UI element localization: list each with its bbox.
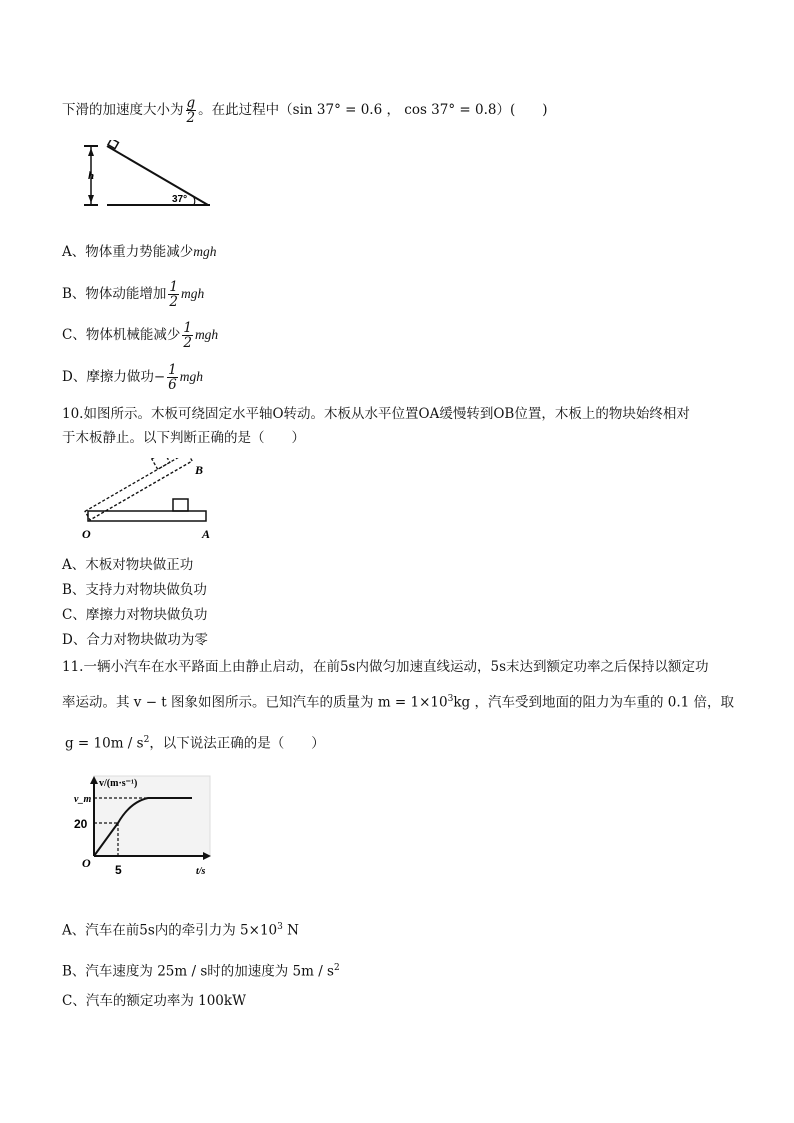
incline-h-label: h xyxy=(88,170,95,182)
q10-option-c: C、摩擦力对物块做负功 xyxy=(62,607,208,623)
q9-option-a: A、物体重力势能减少mgh xyxy=(62,244,217,260)
q9-stem xyxy=(62,96,548,125)
q9-prefix: 下滑的加速度大小为 xyxy=(62,102,184,118)
graph-xlabel: t/s xyxy=(196,866,206,877)
q10-option-b: B、支持力对物块做负功 xyxy=(62,582,207,598)
board-label-A: A xyxy=(202,527,211,541)
q11-stem-line2: 率运动。其 v − t 图象如图所示。已知汽车的质量为 $m = 1\times 10^3kg$ ，汽车受到地面的阻力为车重的 0.1 倍，取 xyxy=(62,694,734,711)
q11-stem-line1: 11.一辆小汽车在水平路面上由静止启动，在前5s内做匀加速直线运动，5s末达到额定功率之后保持以额定功 xyxy=(62,659,709,675)
q9-suffix: 。在此过程中（sin 37° = 0.6 ， cos 37° = 0.8）( ) xyxy=(198,102,548,118)
q9-option-b: B、物体动能增加 $\frac{1}{2}$ mgh xyxy=(62,279,205,310)
graph-y-vm: v_m xyxy=(74,794,92,805)
graph-x-5: 5 xyxy=(115,863,122,877)
q11-option-b: B、汽车速度为 25m / s时的加速度为 $5m / s^2$ xyxy=(62,963,340,980)
q10-option-d: D、合力对物块做功为零 xyxy=(62,632,208,648)
board-label-B: B xyxy=(195,463,204,477)
q10-stem-line1: 10.如图所示。木板可绕固定水平轴O转动。木板从水平位置OA缓慢转到OB位置，木板上的物块始终相对 xyxy=(62,406,690,422)
q9-option-d: D、摩擦力做功− $\frac{1}{6}$ mgh xyxy=(62,362,203,393)
q10-stem-line2: 于木板静止。以下判断正确的是（ ） xyxy=(62,430,305,446)
q11-stem-line3: $g = 10m / s^2$，以下说法正确的是（ ） xyxy=(65,735,325,752)
graph-y-20: 20 xyxy=(74,817,88,831)
board-label-O: O xyxy=(82,527,91,541)
graph-origin: O xyxy=(82,856,91,870)
q11-option-a: A、汽车在前5s内的牵引力为 $5\times 10^3$ N xyxy=(62,922,299,939)
q9-option-c: C、物体机械能减少 $\frac{1}{2}$ mgh xyxy=(62,320,219,351)
vt-graph xyxy=(70,772,215,880)
q9-fraction: $\frac{g}{2}$ xyxy=(186,95,196,126)
q10-option-a: A、木板对物块做正功 xyxy=(62,557,194,573)
incline-figure xyxy=(80,140,215,212)
graph-ylabel: v/(m·s⁻¹) xyxy=(99,778,138,789)
incline-angle-label: 37° xyxy=(172,194,188,205)
q11-option-c: C、汽车的额定功率为 100kW xyxy=(62,993,246,1009)
board-figure xyxy=(78,458,213,542)
